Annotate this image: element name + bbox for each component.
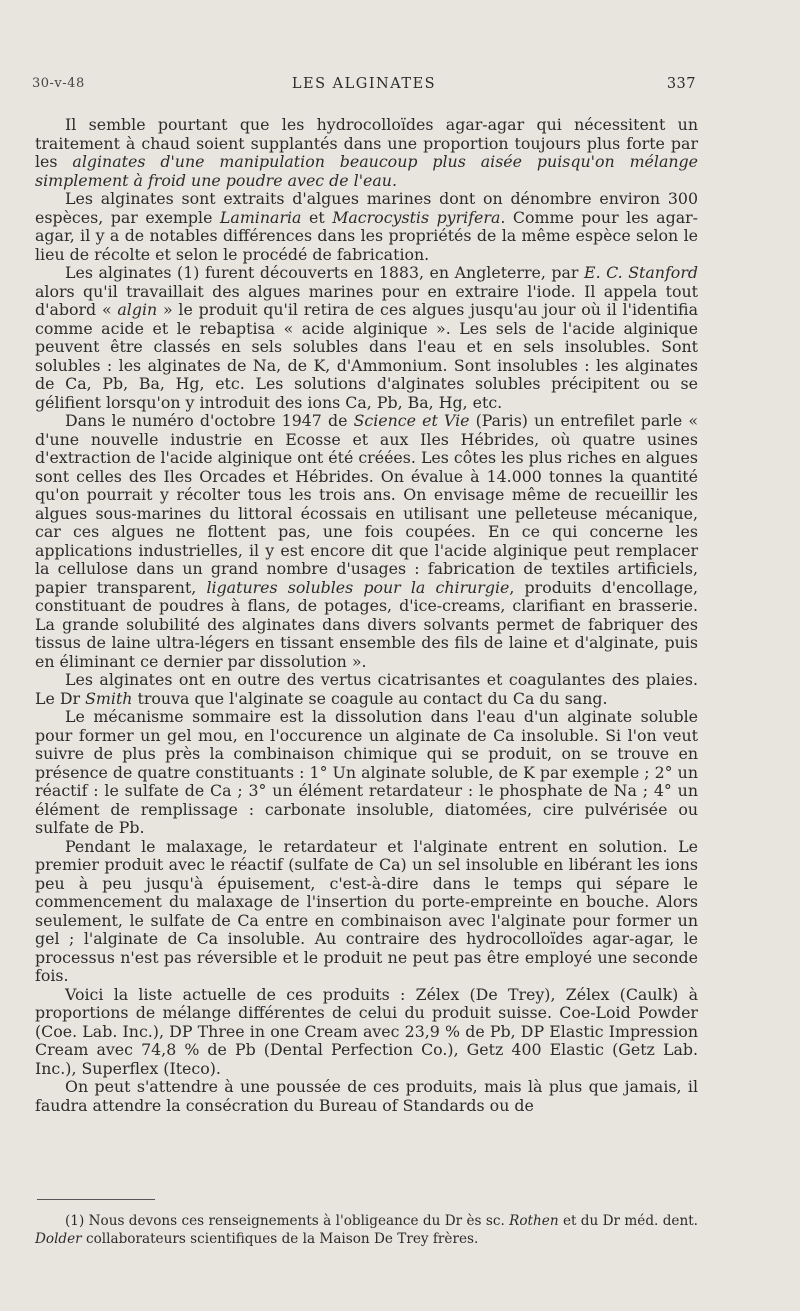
paragraph — [35, 838, 698, 986]
header-date: 30-v-48 — [32, 76, 85, 91]
paragraph — [35, 190, 698, 264]
italic-run: Macrocystis pyrifera — [332, 207, 501, 227]
text-run: Les alginates ont en outre des vertus cicatrisantes et coagulantes des plaies. Le Dr — [35, 670, 698, 708]
paragraph — [35, 671, 698, 708]
footnote-divider — [37, 1199, 155, 1200]
text-run: Les alginates sont extraits d'algues marines dont on dénombre environ 300 espèces, par exemple — [35, 189, 698, 227]
text-run: Voici la liste actuelle de ces produits : Zélex (De Trey), Zélex (Caulk) à proportions de mélange différentes de celui du produit suisse. Coe-Loid Powder (Coe. Lab. Inc.), DP Three in one Cream avec 23,9 % de Pb, DP Elastic Impression Cream avec 74,8 % de Pb (Dental Perfection Co.), Getz 400 Elastic (Getz Lab. Inc.), Superflex (Iteco). — [35, 984, 698, 1078]
footnote — [35, 1212, 698, 1248]
footnote-text — [35, 1212, 698, 1248]
text-run: Il semble pourtant que les hydrocolloïdes agar-agar qui nécessitent un traitement à chaud soient supplantés dans une proportion toujours plus forte par les — [35, 115, 698, 171]
article-body — [35, 116, 698, 1115]
text-run: Pendant le malaxage, le retardateur et l'alginate entrent en solution. Le premier produit avec le réactif (sulfate de Ca) un sel insoluble en libérant les ions peu à peu jusqu'à épuisement, c'est-à-dire dans le temps qui sépare le commencement du malaxage de l'insertion du porte-empreinte en bouche. Alors seulement, le sulfate de Ca entre en combinaison avec l'alginate pour former un gel ; l'alginate de Ca insoluble. Au contraire des hydrocolloïdes agar-agar, le processus n'est pas réversible et le produit ne peut pas être employé une seconde fois. — [35, 836, 698, 985]
text-run: Les alginates (1) furent découverts en 1883, en Angleterre, par — [65, 263, 585, 282]
text-run: » le produit qu'il retira de ces algues jusqu'au jour où il l'identifia comme acide et le rebaptisa « acide alginique ». Les sels de l'acide alginique peuvent être classés en sels solubles dans l'eau et en sels insolubles. Sont solubles : les alginates de Na, de K, d'Ammonium. Sont insolubles : les alginates de Ca, Pb, Ba, Hg, etc. Les solutions d'alginates solubles précipitent ou se gélifient lorsqu'on y introduit des ions Ca, Pb, Ba, Hg, etc. — [35, 300, 698, 412]
paragraph — [35, 264, 698, 412]
text-run: trouva que l'alginate se coagule au contact du Ca du sang. — [132, 688, 608, 708]
italic-run: Laminaria — [219, 207, 302, 227]
page-number: 337 — [666, 76, 696, 92]
text-run: et — [301, 207, 333, 227]
text-run: collaborateurs scientifiques de la Maison De Trey frères. — [81, 1231, 479, 1247]
italic-run: Dolder — [35, 1231, 82, 1247]
paragraph — [35, 708, 698, 838]
text-run: Le mécanisme sommaire est la dissolution dans l'eau d'un alginate soluble pour former un gel mou, en l'occurence un alginate de Ca insoluble. Si l'on veut suivre de plus près la combinaison chimique qui se produit, on se trouve en présence de quatre constituants : 1° Un alginate soluble, de K par exemple ; 2° un réactif : le sulfate de Ca ; 3° un élément retardateur : le phosphate de Na ; 4° un élément de remplissage : carbonate insoluble, diatomées, cire pulvérisée ou sulfate de Pb. — [35, 707, 698, 837]
italic-run: algin — [117, 300, 158, 319]
paragraph — [35, 116, 698, 190]
running-header — [32, 76, 696, 98]
paragraph — [35, 986, 698, 1079]
header-title: LES ALGINATES — [291, 76, 437, 92]
text-run: On peut s'attendre à une poussée de ces produits, mais là plus que jamais, il faudra attendre la consécration du Bureau of Standards ou de — [35, 1077, 698, 1115]
italic-run: E. C. Stanford — [584, 263, 698, 282]
italic-run: alginates d'une manipulation beaucoup plus aisée puisqu'on mélange simplement à froid une poudre avec de l'eau. — [35, 152, 699, 190]
text-run: alors qu'il travaillait des algues marines pour en extraire l'iode. Il appela tout d'abord « — [35, 281, 698, 319]
paragraph — [35, 412, 698, 671]
italic-run: Smith — [85, 688, 133, 708]
italic-run: ligatures solubles pour la chirurgie — [206, 577, 510, 597]
italic-run: Science et Vie — [353, 411, 470, 430]
italic-run: Rothen — [509, 1213, 559, 1229]
text-run: (Paris) un entrefilet parle « d'une nouvelle industrie en Ecosse et aux Iles Hébrides, où quatre usines d'extraction de l'acide alginique ont été créées. Les côtes les plus riches en algues sont celles des Iles Orcades et Hébrides. On évalue à 14.000 tonnes la quantité qu'on pourrait y récolter tous les trois ans. On envisage même de recueillir les algues sous-marines du littoral écossais en utilisant une pelleteuse mécanique, car ces algues ne flottent pas, une fois coupées. En ce qui concerne les applications industrielles, il y est encore dit que l'acide alginique peut remplacer la cellulose dans un grand nombre d'usages : fabrication de textiles artificiels, papier transparent, — [35, 411, 698, 597]
text-run: , produits d'encollage, constituant de poudres à flans, de potages, d'ice-creams, clarifiant en brasserie. La grande solubilité des alginates dans divers solvants permet de fabriquer des tissus de laine ultra-légers en tissant ensemble des fils de laine et d'alginate, puis en éliminant ce dernier par dissolution ». — [35, 577, 698, 671]
text-run: (1) Nous devons ces renseignements à l'obligeance du Dr ès sc. — [65, 1213, 510, 1229]
paragraph — [35, 1078, 698, 1115]
text-run: et du Dr méd. dent. — [558, 1213, 698, 1229]
text-run: Dans le numéro d'octobre 1947 de — [65, 411, 354, 430]
text-run: . Comme pour les agar-agar, il y a de notables différences dans les propriétés de la même espèce selon le lieu de récolte et selon le procédé de fabrication. — [35, 207, 699, 264]
